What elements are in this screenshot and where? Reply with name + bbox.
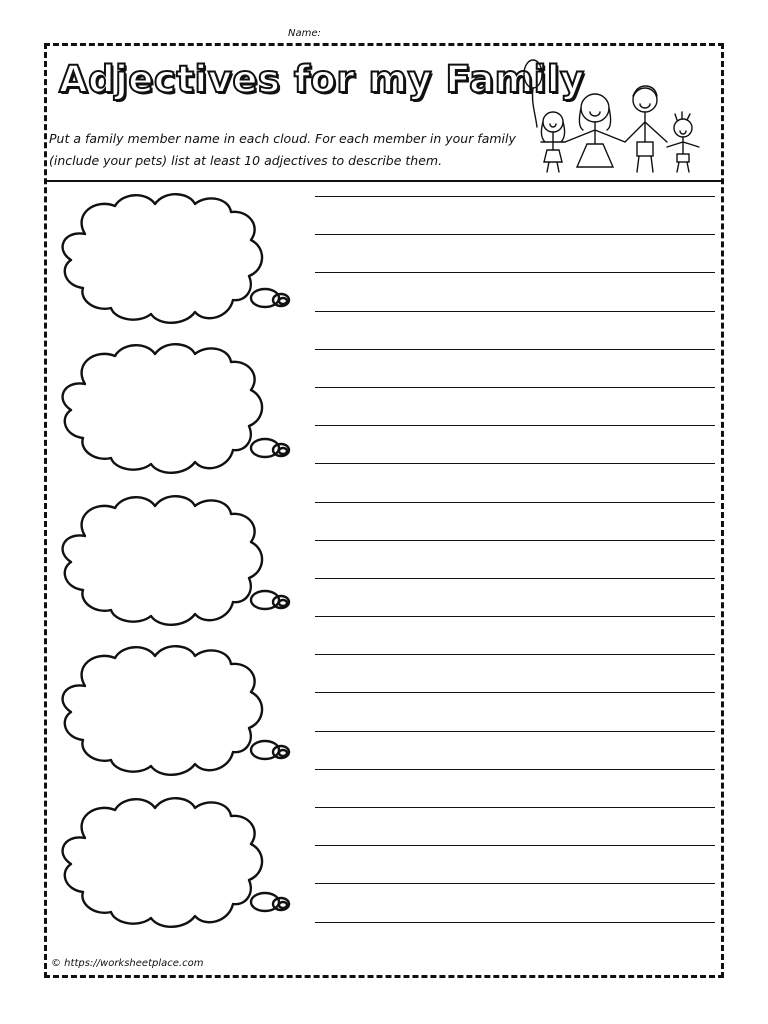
writing-line[interactable] (315, 234, 715, 235)
worksheet-frame (44, 43, 724, 978)
writing-line[interactable] (315, 272, 715, 273)
writing-line[interactable] (315, 654, 715, 655)
writing-line[interactable] (315, 769, 715, 770)
writing-line[interactable] (315, 540, 715, 541)
writing-line[interactable] (315, 349, 715, 350)
name-label: Name: (288, 28, 321, 39)
instruction-line-1: Put a family member name in each cloud. For each member in your family (49, 131, 516, 146)
thought-clouds (51, 184, 311, 934)
writing-line[interactable] (315, 692, 715, 693)
thought-cloud-icon[interactable] (63, 344, 289, 473)
writing-line[interactable] (315, 616, 715, 617)
thought-cloud-icon[interactable] (63, 194, 289, 323)
writing-line[interactable] (315, 807, 715, 808)
writing-line[interactable] (315, 845, 715, 846)
thought-cloud-icon[interactable] (63, 496, 289, 625)
thought-cloud-icon[interactable] (63, 646, 289, 775)
writing-line[interactable] (315, 196, 715, 197)
instruction-line-2: (include your pets) list at least 10 adjectives to describe them. (49, 153, 443, 168)
stick-figure-family-icon (517, 52, 707, 176)
writing-line[interactable] (315, 463, 715, 464)
page-title: Adjectives for my Family (59, 58, 585, 101)
writing-line[interactable] (315, 502, 715, 503)
writing-line[interactable] (315, 387, 715, 388)
writing-line[interactable] (315, 425, 715, 426)
writing-line[interactable] (315, 883, 715, 884)
writing-line[interactable] (315, 922, 715, 923)
writing-lines (315, 196, 715, 960)
writing-line[interactable] (315, 731, 715, 732)
copyright-notice: © https://worksheetplace.com (51, 958, 204, 969)
writing-line[interactable] (315, 578, 715, 579)
writing-line[interactable] (315, 311, 715, 312)
instructions (49, 128, 519, 172)
thought-cloud-icon[interactable] (63, 798, 289, 927)
worksheet-header (47, 46, 721, 182)
